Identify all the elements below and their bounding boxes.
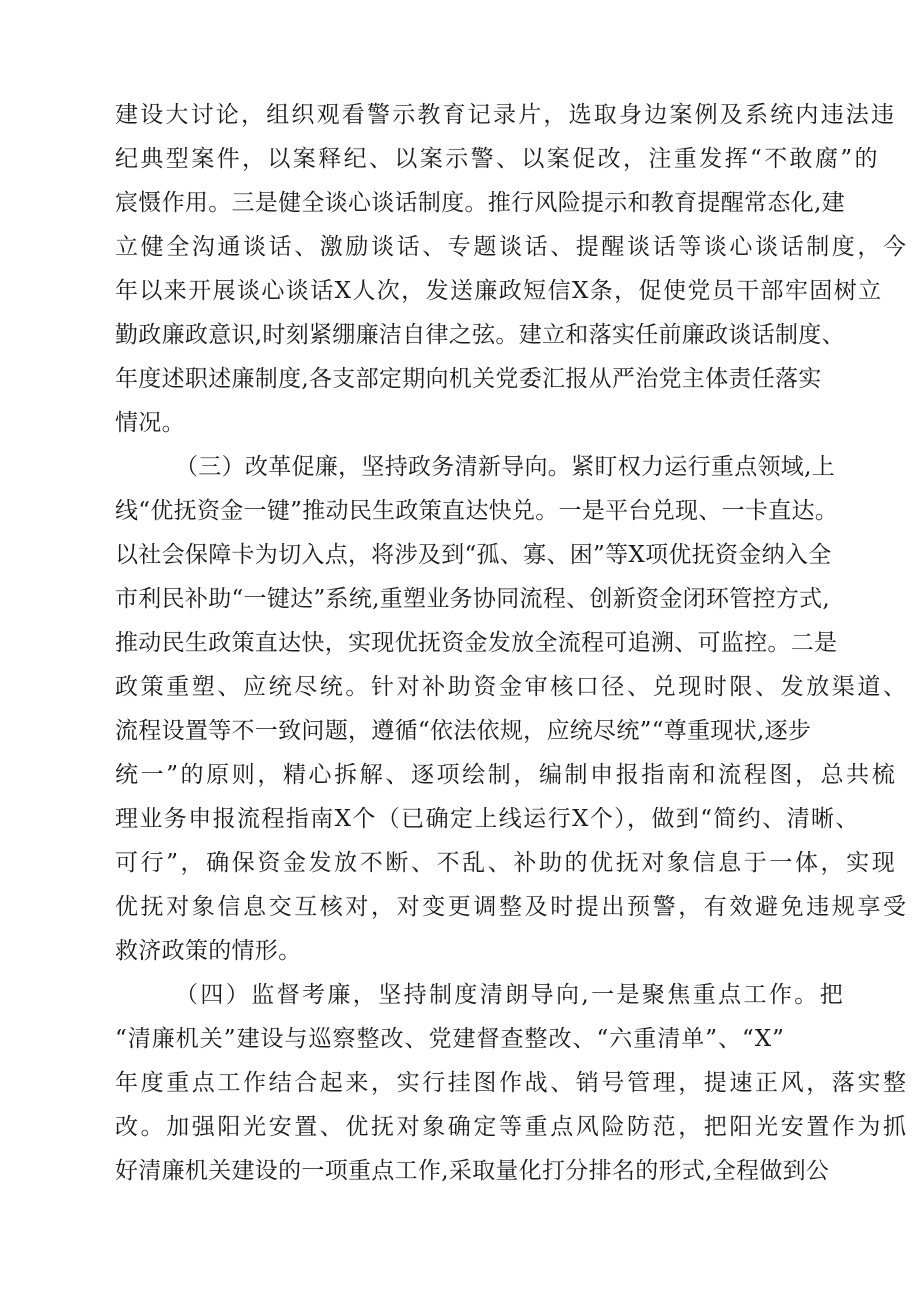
text-line: 市利民补助“一键达”系统,重塑业务协同流程、创新资金闭环管控方式, bbox=[115, 586, 831, 612]
text-line: 勤政廉政意识,时刻紧绷廉洁自律之弦。建立和落实任前廉政谈话制度、 bbox=[115, 322, 845, 348]
text-line: 改。加强阳光安置、优抚对象确定等重点风险防范，把阳光安置作为抓 bbox=[115, 1114, 909, 1140]
text-line: 优抚对象信息交互核对，对变更调整及时提出预警，有效避免违规享受 bbox=[115, 894, 909, 920]
text-line: 宸慑作用。三是健全谈心谈话制度。推行风险提示和教育提醒常态化,建 bbox=[115, 190, 845, 216]
text-line: 立健全沟通谈话、激励谈话、专题谈话、提醒谈话等谈心谈话制度，今 bbox=[115, 234, 909, 260]
text-line: 统一”的原则，精心拆解、逐项绘制，编制申报指南和流程图，总共梳 bbox=[115, 762, 898, 788]
text-line: （四）监督考廉，坚持制度清朗导向,一是聚焦重点工作。把 bbox=[175, 982, 846, 1008]
text-line: 推动民生政策直达快，实现优抚资金发放全流程可追溯、可监控。二是 bbox=[115, 630, 838, 656]
text-line: 年度述职述廉制度,各支部定期向机关党委汇报从严治党主体责任落实 bbox=[115, 366, 822, 392]
text-line: 以社会保障卡为切入点，将涉及到“孤、寡、困”等X项优抚资金纳入全 bbox=[115, 542, 832, 568]
text-line: 理业务申报流程指南X个（已确定上线运行X个），做到“简约、清晰、 bbox=[115, 806, 860, 832]
text-line: （三）改革促廉，坚持政务清新导向。紧盯权力运行重点领域,上 bbox=[175, 454, 836, 480]
text-line: 建设大讨论，组织观看警示教育记录片，选取身边案例及系统内违法违 bbox=[115, 102, 897, 128]
text-line: “清廉机关”建设与巡察整改、党建督查整改、“六重清单”、“X” bbox=[115, 1026, 785, 1052]
text-line: 好清廉机关建设的一项重点工作,采取量化打分排名的形式,全程做到公 bbox=[115, 1158, 830, 1184]
text-line: 救济政策的情形。 bbox=[115, 938, 302, 964]
text-line: 年度重点工作结合起来，实行挂图作战、销号管理，提速正风，落实整 bbox=[115, 1070, 909, 1096]
text-line: 情况。 bbox=[115, 410, 185, 436]
text-line: 纪典型案件，以案释纪、以案示警、以案促改，注重发挥“不敢腐”的 bbox=[115, 146, 880, 172]
text-line: 年以来开展谈心谈话X人次，发送廉政短信X条，促使党员干部牢固树立 bbox=[115, 278, 883, 304]
text-line: 流程设置等不一致问题，遵循“依法依规，应统尽统”“尊重现状,逐步 bbox=[115, 718, 812, 744]
text-line: 线“优抚资金一键”推动民生政策直达快兑。一是平台兑现、一卡直达。 bbox=[115, 498, 839, 524]
text-line: 可行”，确保资金发放不断、不乱、补助的优抚对象信息于一体，实现 bbox=[115, 850, 898, 876]
text-line: 政策重塑、应统尽统。针对补助资金审核口径、兑现时限、发放渠道、 bbox=[115, 674, 909, 700]
